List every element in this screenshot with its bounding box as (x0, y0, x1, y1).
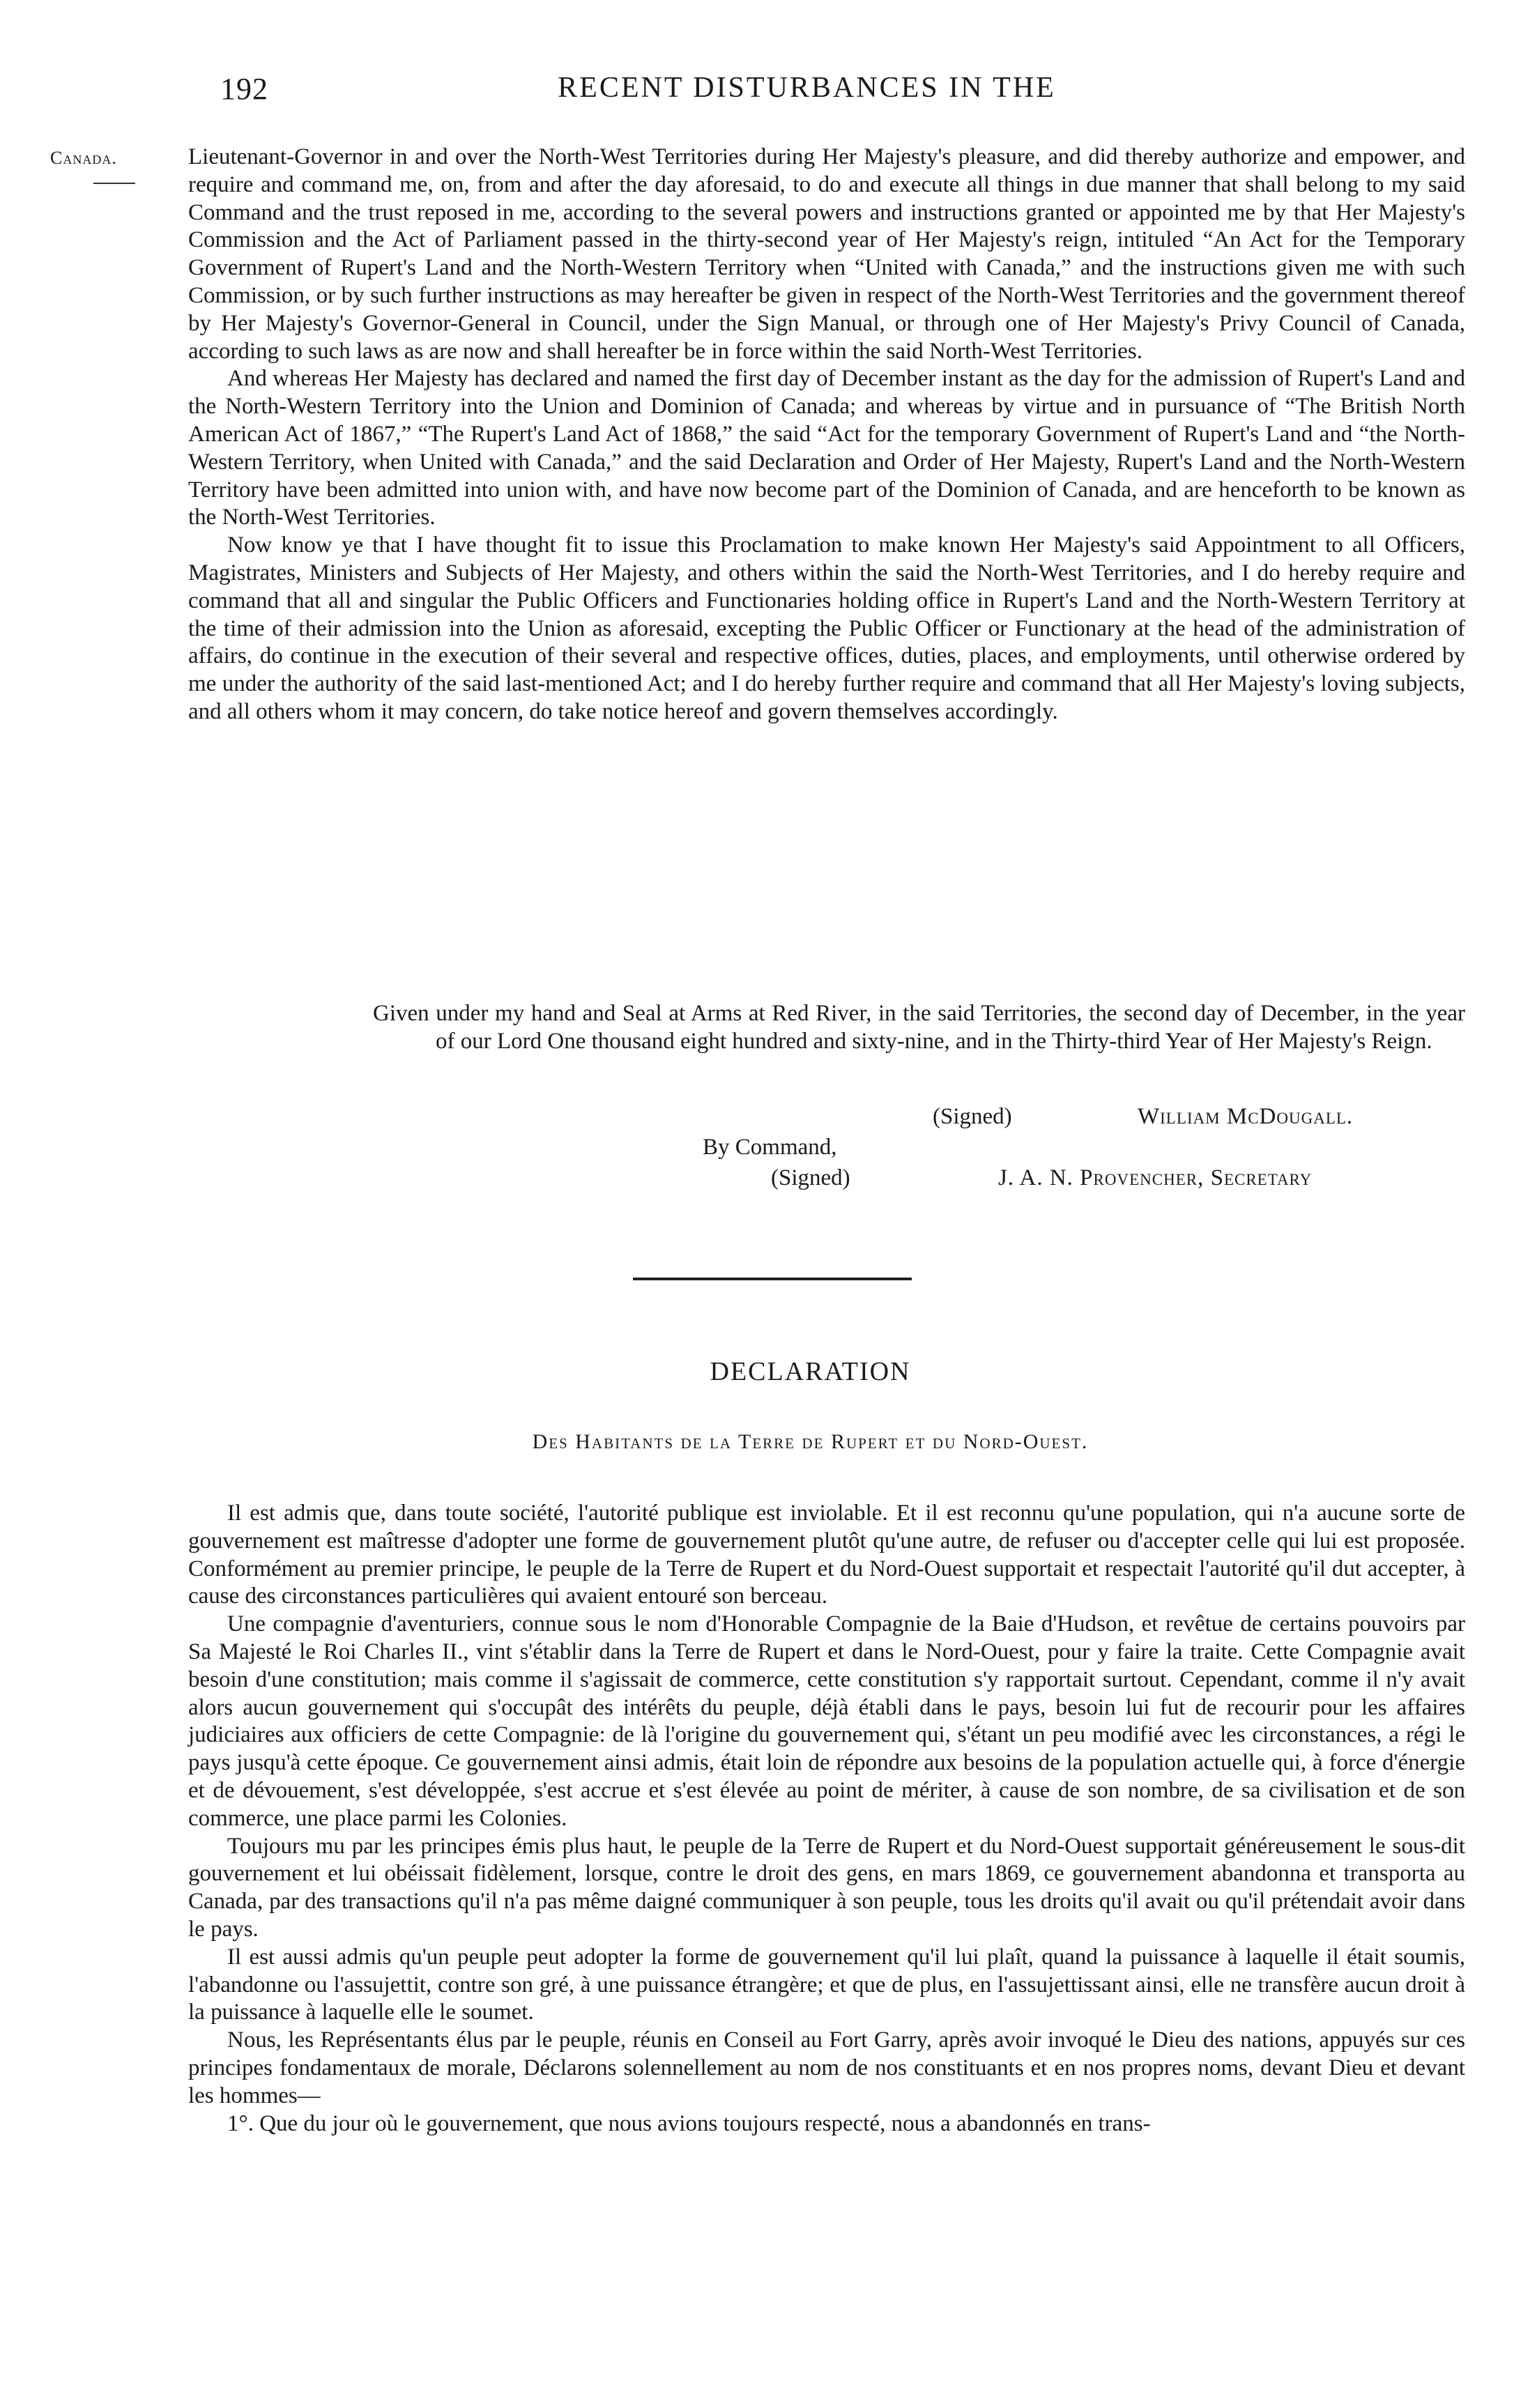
margin-note: Canada. (50, 148, 117, 168)
declaration-paragraph: 1°. Que du jour où le gouvernement, que nous avions toujours respecté, nous a abandonnés en trans- (227, 2110, 1151, 2136)
signed-label-2: (Signed) (771, 1165, 850, 1190)
proclamation-body (188, 144, 1465, 726)
declaration-paragraph: Il est admis que, dans toute société, l'autorité publique est inviolable. Et il est reconnu qu'une population, qui n'a aucune sorte de gouvernement est maîtresse d'adopter une forme de gouvernement plutôt qu'une autre, de refuser ou d'accepter celle qui lui est proposée. Conformément au premier principe, le peuple de la Terre de Rupert et du Nord-Ouest supportait et respectait l'autorité qu'il dut accepter, à cause des circonstances particulières qui avaient entouré son berceau. (188, 1501, 1465, 1609)
declaration-paragraph: Il est aussi admis qu'un peuple peut adopter la forme de gouvernement qu'il lui plaît, quand la puissance à laquelle il était soumis, l'abandonne ou l'assujettit, contre son gré, à une puissance étrangère; et que de plus, en l'assujettissant ainsi, elle ne transfère aucun droit à la puissance à laquelle elle le soumet. (188, 1944, 1465, 2025)
declaration-title: DECLARATION (710, 1357, 911, 1386)
proclamation-paragraph: Now know ye that I have thought fit to issue this Proclamation to make known Her Majesty's said Appointment to all Officers, Magistrates, Ministers and Subjects of Her Majesty, and others within the said the North-West Territories, and I do hereby require and command that all and singular the Public Officers and Functionaries holding office in Rupert's Land and the North-Western Territory at the time of their admission into the Union as aforesaid, excepting the Public Officer or Functionary at the head of the administration of affairs, do continue in the execution of their several and respective offices, duties, places, and employments, until otherwise ordered by me under the authority of the said last-mentioned Act; and I do hereby further require and command that all Her Majesty's loving subjects, and all others whom it may concern, do take notice hereof and govern themselves accordingly. (188, 532, 1465, 724)
proclamation-paragraph: And whereas Her Majesty has declared and named the first day of December instant as the day for the admission of Rupert's Land and the North-Western Territory into the Union and Dominion of Canada; and whereas by virtue and in pursuance of “The British North American Act of 1867,” “The Rupert's Land Act of 1868,” the said “Act for the temporary Government of Rupert's Land and “the North-Western Territory, when United with Canada,” and the said Declaration and Order of Her Majesty, Rupert's Land and the North-Western Territory have been admitted into union with, and have now become part of the Dominion of Canada, and are henceforth to be known as the North-West Territories. (188, 366, 1465, 530)
signatory-provencher-text: J. A. N. Provencher, Secretary (998, 1165, 1313, 1190)
signed-label-1: (Signed) (933, 1104, 1012, 1129)
given-paragraph: Given under my hand and Seal at Arms at Red River, in the said Territories, the second day of December, in the year of our Lord One thousand eight hundred and sixty-nine, and in the Thirty-third Year of Her Majesty's Reign. (373, 1001, 1465, 1054)
declaration-paragraph: Une compagnie d'aventuriers, connue sous le nom d'Honorable Compagnie de la Baie d'Hudson, et revêtue de certains pouvoirs par Sa Majesté le Roi Charles II., vint s'établir dans la Terre de Rupert et dans le Nord-Ouest, pour y faire la traite. Cette Compagnie avait besoin d'une constitution; mais comme il s'agissait de commerce, cette constitution s'y rapportait surtout. Cependant, comme il n'y avait alors aucun gouvernement qui s'occupât des intérêts du peuple, déjà établi dans le pays, besoin lui fut de recourir pour les affaires judiciaires aux officiers de cette Compagnie: de là l'origine du gouvernement qui, s'étant un peu modifié avec les circonstances, a régi le pays jusqu'à cette époque. Ce gouvernement ainsi admis, était loin de répondre aux besoins de la population actuelle qui, à force d'énergie et de dévouement, s'est développée, s'est accrue et s'est élevée au point de mériter, à cause de son nombre, de sa civilisation et de son commerce, une place parmi les Colonies. (188, 1611, 1465, 1831)
section-divider (633, 1278, 912, 1280)
signatory-provencher (998, 1165, 1312, 1191)
running-title: RECENT DISTURBANCES IN THE (558, 72, 1056, 104)
given-under-hand (188, 1000, 1465, 1056)
margin-rule (93, 183, 135, 184)
by-command: By Command, (703, 1135, 837, 1160)
page-number: 192 (220, 72, 268, 106)
declaration-paragraph: Nous, les Représentants élus par le peuple, réunis en Conseil au Fort Garry, après avoir invoqué le Dieu des nations, appuyés sur ces principes fondamentaux de morale, Déclarons solennellement au nom de nos constituants et en nos propres noms, devant Dieu et devant les hommes— (188, 2027, 1465, 2108)
signatory-mcdougall: William McDougall. (1138, 1104, 1354, 1129)
proclamation-paragraph: Lieutenant-Governor in and over the North-West Territories during Her Majesty's pleasure, and did thereby authorize and empower, and require and command me, on, from and after the day aforesaid, to do and execute all things in due manner that shall belong to my said Command and the trust reposed in me, according to the several powers and instructions granted or appointed me by that Her Majesty's Commission and the Act of Parliament passed in the thirty-second year of Her Majesty's reign, intituled “An Act for the Temporary Government of Rupert's Land and the North-Western Territory when “United with Canada,” and the instructions given me with such Commission, or by such further instructions as may hereafter be given in respect of the North-West Territories and the government thereof by Her Majesty's Governor-General in Council, under the Sign Manual, or through one of Her Majesty's Privy Council of Canada, according to such laws as are now and shall hereafter be in force within the said North-West Territories. (188, 144, 1465, 364)
declaration-subtitle: Des Habitants de la Terre de Rupert et du Nord-Ouest. (532, 1430, 1089, 1453)
declaration-body (188, 1500, 1465, 2138)
declaration-paragraph: Toujours mu par les principes émis plus haut, le peuple de la Terre de Rupert et du Nord-Ouest supportait généreusement le sous-dit gouvernement et lui obéissait fidèlement, lorsque, contre le droit des gens, en mars 1869, ce gouvernement abandonna et transporta au Canada, par des transactions qu'il n'a pas même daigné communiquer à son peuple, tous les droits qu'il avait ou qu'il prétendait avoir dans le pays. (188, 1833, 1465, 1942)
